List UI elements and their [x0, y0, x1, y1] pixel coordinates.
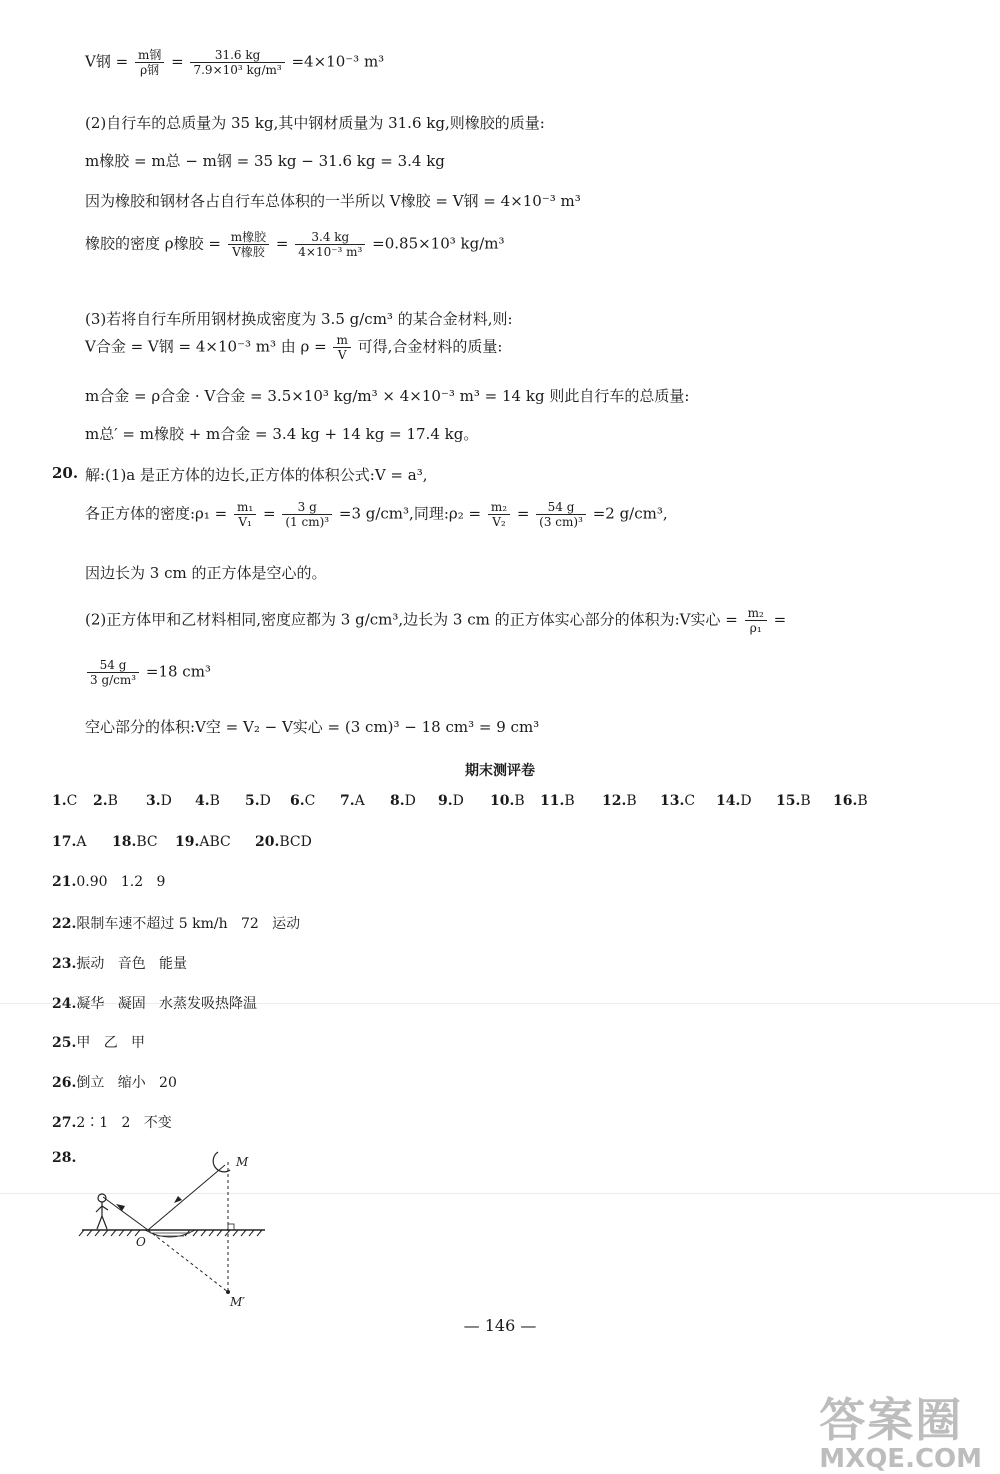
choice-answer — [340, 793, 365, 809]
answer-number: 17. — [52, 834, 77, 850]
fill-answer — [52, 1072, 177, 1092]
formula-text: 各正方体的密度:ρ₁ = — [85, 504, 228, 523]
multi-answer — [112, 834, 158, 850]
solution-line: 因边长为 3 cm 的正方体是空心的。 — [85, 564, 327, 582]
formula-text: =4×10⁻³ m³ — [291, 52, 385, 71]
right-angle-mark — [228, 1224, 234, 1230]
formula-text: V钢 = — [85, 52, 129, 71]
fraction — [536, 500, 586, 529]
answer-value: ABC — [199, 834, 231, 850]
fraction — [333, 333, 350, 362]
choice-answer — [776, 793, 811, 809]
choice-answer — [390, 793, 416, 809]
watermark-line: 答案圈 — [819, 1393, 964, 1447]
fraction-denominator: V₂ — [492, 515, 506, 529]
fill-answer — [52, 874, 165, 890]
fraction-denominator: V — [337, 348, 347, 362]
formula-text: =0.85×10³ kg/m³ — [372, 234, 505, 253]
fraction — [745, 606, 767, 635]
reflection-diagram — [70, 1140, 290, 1310]
formula-text: =18 cm³ — [145, 662, 211, 681]
answer-number: 1. — [52, 793, 67, 809]
answer-value: 凝华 凝固 水蒸发吸热降温 — [76, 996, 258, 1012]
answer-value: B — [857, 793, 868, 809]
formula-text: V合金 = V钢 = 4×10⁻³ m³ 由 ρ = — [85, 337, 327, 356]
fraction-denominator: V橡胶 — [232, 245, 265, 259]
answer-number: 23. — [52, 956, 77, 972]
formula-text: = — [275, 234, 289, 253]
multi-answer — [255, 834, 312, 850]
answer-number: 8. — [390, 793, 405, 809]
answer-number: 12. — [602, 793, 627, 809]
formula-v-steel — [85, 48, 384, 77]
question-number: 20. — [52, 464, 79, 482]
answer-number: 26. — [52, 1075, 77, 1091]
answer-value: B — [800, 793, 811, 809]
formula-text: 可得,合金材料的质量: — [357, 337, 503, 356]
fill-answer — [52, 953, 187, 973]
solution-line: 空心部分的体积:V空 = V₂ − V实心 = (3 cm)³ − 18 cm³ = 9 cm³ — [85, 718, 540, 736]
fill-answer — [52, 993, 257, 1013]
fraction-numerator: m — [333, 333, 350, 348]
answer-number: 27. — [52, 1115, 77, 1131]
image-point — [226, 1290, 230, 1294]
fraction-numerator: 54 g — [536, 500, 586, 515]
fraction — [228, 230, 269, 259]
formula-text: (2)正方体甲和乙材料相同,密度应都为 3 g/cm³,边长为 3 cm 的正方体实心部分的体积为:V实心 = — [85, 610, 738, 629]
watermark-logo — [819, 1395, 982, 1473]
choice-answer — [93, 793, 118, 809]
answer-number: 16. — [833, 793, 858, 809]
solution-line: (2)自行车的总质量为 35 kg,其中钢材质量为 31.6 kg,则橡胶的质量: — [85, 114, 545, 132]
answer-value: B — [626, 793, 637, 809]
virtual-ray — [148, 1230, 228, 1292]
formula-text: = — [516, 504, 530, 523]
fraction-denominator: V₁ — [238, 515, 252, 529]
solution-line: m合金 = ρ合金 · V合金 = 3.5×10³ kg/m³ × 4×10⁻³ m³ = 14 kg 则此自行车的总质量: — [85, 387, 690, 405]
section-title: 期末测评卷 — [465, 763, 535, 779]
answer-number: 9. — [438, 793, 453, 809]
answer-value: C — [304, 793, 316, 809]
answer-value: B — [514, 793, 525, 809]
answer-value: A — [76, 834, 87, 850]
choice-answer — [833, 793, 868, 809]
fraction-numerator: m₂ — [745, 606, 767, 621]
fraction-numerator: 3 g — [282, 500, 332, 515]
fraction-numerator: 31.6 kg — [190, 48, 284, 63]
fraction-numerator: 54 g — [87, 658, 139, 673]
answer-value: B — [564, 793, 575, 809]
choice-answer — [438, 793, 464, 809]
answer-value: 0.90 1.2 9 — [76, 874, 166, 890]
answer-value: B — [107, 793, 118, 809]
choice-answer — [490, 793, 525, 809]
choice-answer — [540, 793, 575, 809]
fraction-denominator: 7.9×10³ kg/m³ — [193, 63, 282, 77]
fraction-denominator: (3 cm)³ — [539, 515, 583, 529]
answer-number: 24. — [52, 996, 77, 1012]
fraction-numerator: 3.4 kg — [295, 230, 365, 245]
solution-line: (3)若将自行车所用钢材换成密度为 3.5 g/cm³ 的某合金材料,则: — [85, 310, 513, 328]
answer-number: 20. — [255, 834, 280, 850]
formula-text: = — [263, 504, 276, 523]
fill-answer — [52, 1112, 172, 1132]
answer-number: 5. — [245, 793, 260, 809]
reflected-ray — [103, 1197, 148, 1230]
formula-rubber-density — [85, 230, 505, 259]
answer-value: BCD — [279, 834, 312, 850]
watermark-line: MXQE.COM — [819, 1444, 982, 1474]
answer-value: 振动 音色 能量 — [76, 956, 188, 972]
answer-number: 19. — [175, 834, 200, 850]
answer-value: 限制车速不超过 5 km/h 72 运动 — [76, 916, 301, 932]
answer-number: 10. — [490, 793, 515, 809]
answer-value: C — [66, 793, 78, 809]
fill-answer — [52, 913, 300, 933]
fraction — [488, 500, 510, 529]
incident-ray — [148, 1165, 225, 1230]
fraction — [295, 230, 365, 259]
answer-value: 2∶1 2 不变 — [76, 1115, 172, 1131]
answer-value: D — [160, 793, 172, 809]
solution-line: m橡胶 = m总 − m钢 = 35 kg − 31.6 kg = 3.4 kg — [85, 152, 445, 170]
choice-answer — [52, 793, 77, 809]
answer-number: 22. — [52, 916, 77, 932]
choice-answer — [660, 793, 695, 809]
answer-value: 倒立 缩小 20 — [76, 1075, 177, 1091]
fraction-denominator: 4×10⁻³ m³ — [298, 245, 363, 259]
choice-answer — [290, 793, 315, 809]
answer-value: D — [452, 793, 464, 809]
answer-number: 15. — [776, 793, 801, 809]
fraction-denominator: ρ₁ — [749, 621, 762, 635]
formula-density — [85, 500, 668, 529]
fraction — [190, 48, 284, 77]
formula-solid-volume-result — [85, 658, 211, 687]
choice-answer — [716, 793, 752, 809]
answer-number: 25. — [52, 1035, 77, 1051]
label-m-prime: M′ — [230, 1295, 246, 1309]
formula-text: =2 g/cm³, — [592, 504, 668, 523]
answer-value: D — [404, 793, 416, 809]
answer-number: 21. — [52, 874, 77, 890]
fraction-numerator: m钢 — [135, 48, 164, 63]
fill-answer — [52, 1032, 145, 1052]
answer-value: C — [684, 793, 696, 809]
answer-number: 2. — [93, 793, 108, 809]
solution-line: 解:(1)a 是正方体的边长,正方体的体积公式:V = a³, — [85, 466, 428, 484]
formula-text: = — [773, 610, 787, 629]
fraction-numerator: m₂ — [488, 500, 510, 515]
fraction-denominator: ρ钢 — [140, 63, 160, 77]
fraction-denominator: 3 g/cm³ — [90, 673, 137, 687]
formula-text: = — [171, 52, 184, 71]
fraction — [282, 500, 332, 529]
choice-answer — [146, 793, 172, 809]
page-number: — 146 — — [463, 1316, 537, 1335]
answer-number: 7. — [340, 793, 355, 809]
formula-alloy-volume — [85, 333, 502, 362]
multi-answer — [175, 834, 231, 850]
answer-number: 4. — [195, 793, 210, 809]
multi-answer — [52, 834, 86, 850]
fraction — [87, 658, 139, 687]
answer-value: D — [740, 793, 752, 809]
answer-value: B — [209, 793, 220, 809]
formula-text: =3 g/cm³,同理:ρ₂ = — [338, 504, 482, 523]
choice-answer — [195, 793, 220, 809]
fraction-numerator: m橡胶 — [228, 230, 269, 245]
solution-line: 因为橡胶和钢材各占自行车总体积的一半所以 V橡胶 = V钢 = 4×10⁻³ m³ — [85, 192, 581, 210]
choice-answer — [602, 793, 637, 809]
formula-solid-volume — [85, 606, 786, 635]
label-m: M — [236, 1155, 249, 1169]
question-number: 28. — [52, 1150, 77, 1166]
fraction — [135, 48, 164, 77]
label-o: O — [136, 1235, 146, 1249]
answer-value: 甲 乙 甲 — [76, 1035, 146, 1051]
answer-number: 6. — [290, 793, 305, 809]
answer-number: 13. — [660, 793, 685, 809]
answer-number: 14. — [716, 793, 741, 809]
fraction — [234, 500, 256, 529]
fraction-numerator: m₁ — [234, 500, 256, 515]
answer-number: 3. — [146, 793, 161, 809]
fraction-denominator: (1 cm)³ — [285, 515, 330, 529]
answer-value: BC — [136, 834, 158, 850]
formula-text: 橡胶的密度 ρ橡胶 = — [85, 234, 221, 253]
solution-line: m总′ = m橡胶 + m合金 = 3.4 kg + 14 kg = 17.4 kg。 — [85, 425, 479, 443]
answer-number: 11. — [540, 793, 565, 809]
choice-answer — [245, 793, 271, 809]
answer-value: A — [354, 793, 365, 809]
answer-value: D — [259, 793, 271, 809]
moon-icon — [213, 1152, 230, 1172]
answer-number: 18. — [112, 834, 137, 850]
